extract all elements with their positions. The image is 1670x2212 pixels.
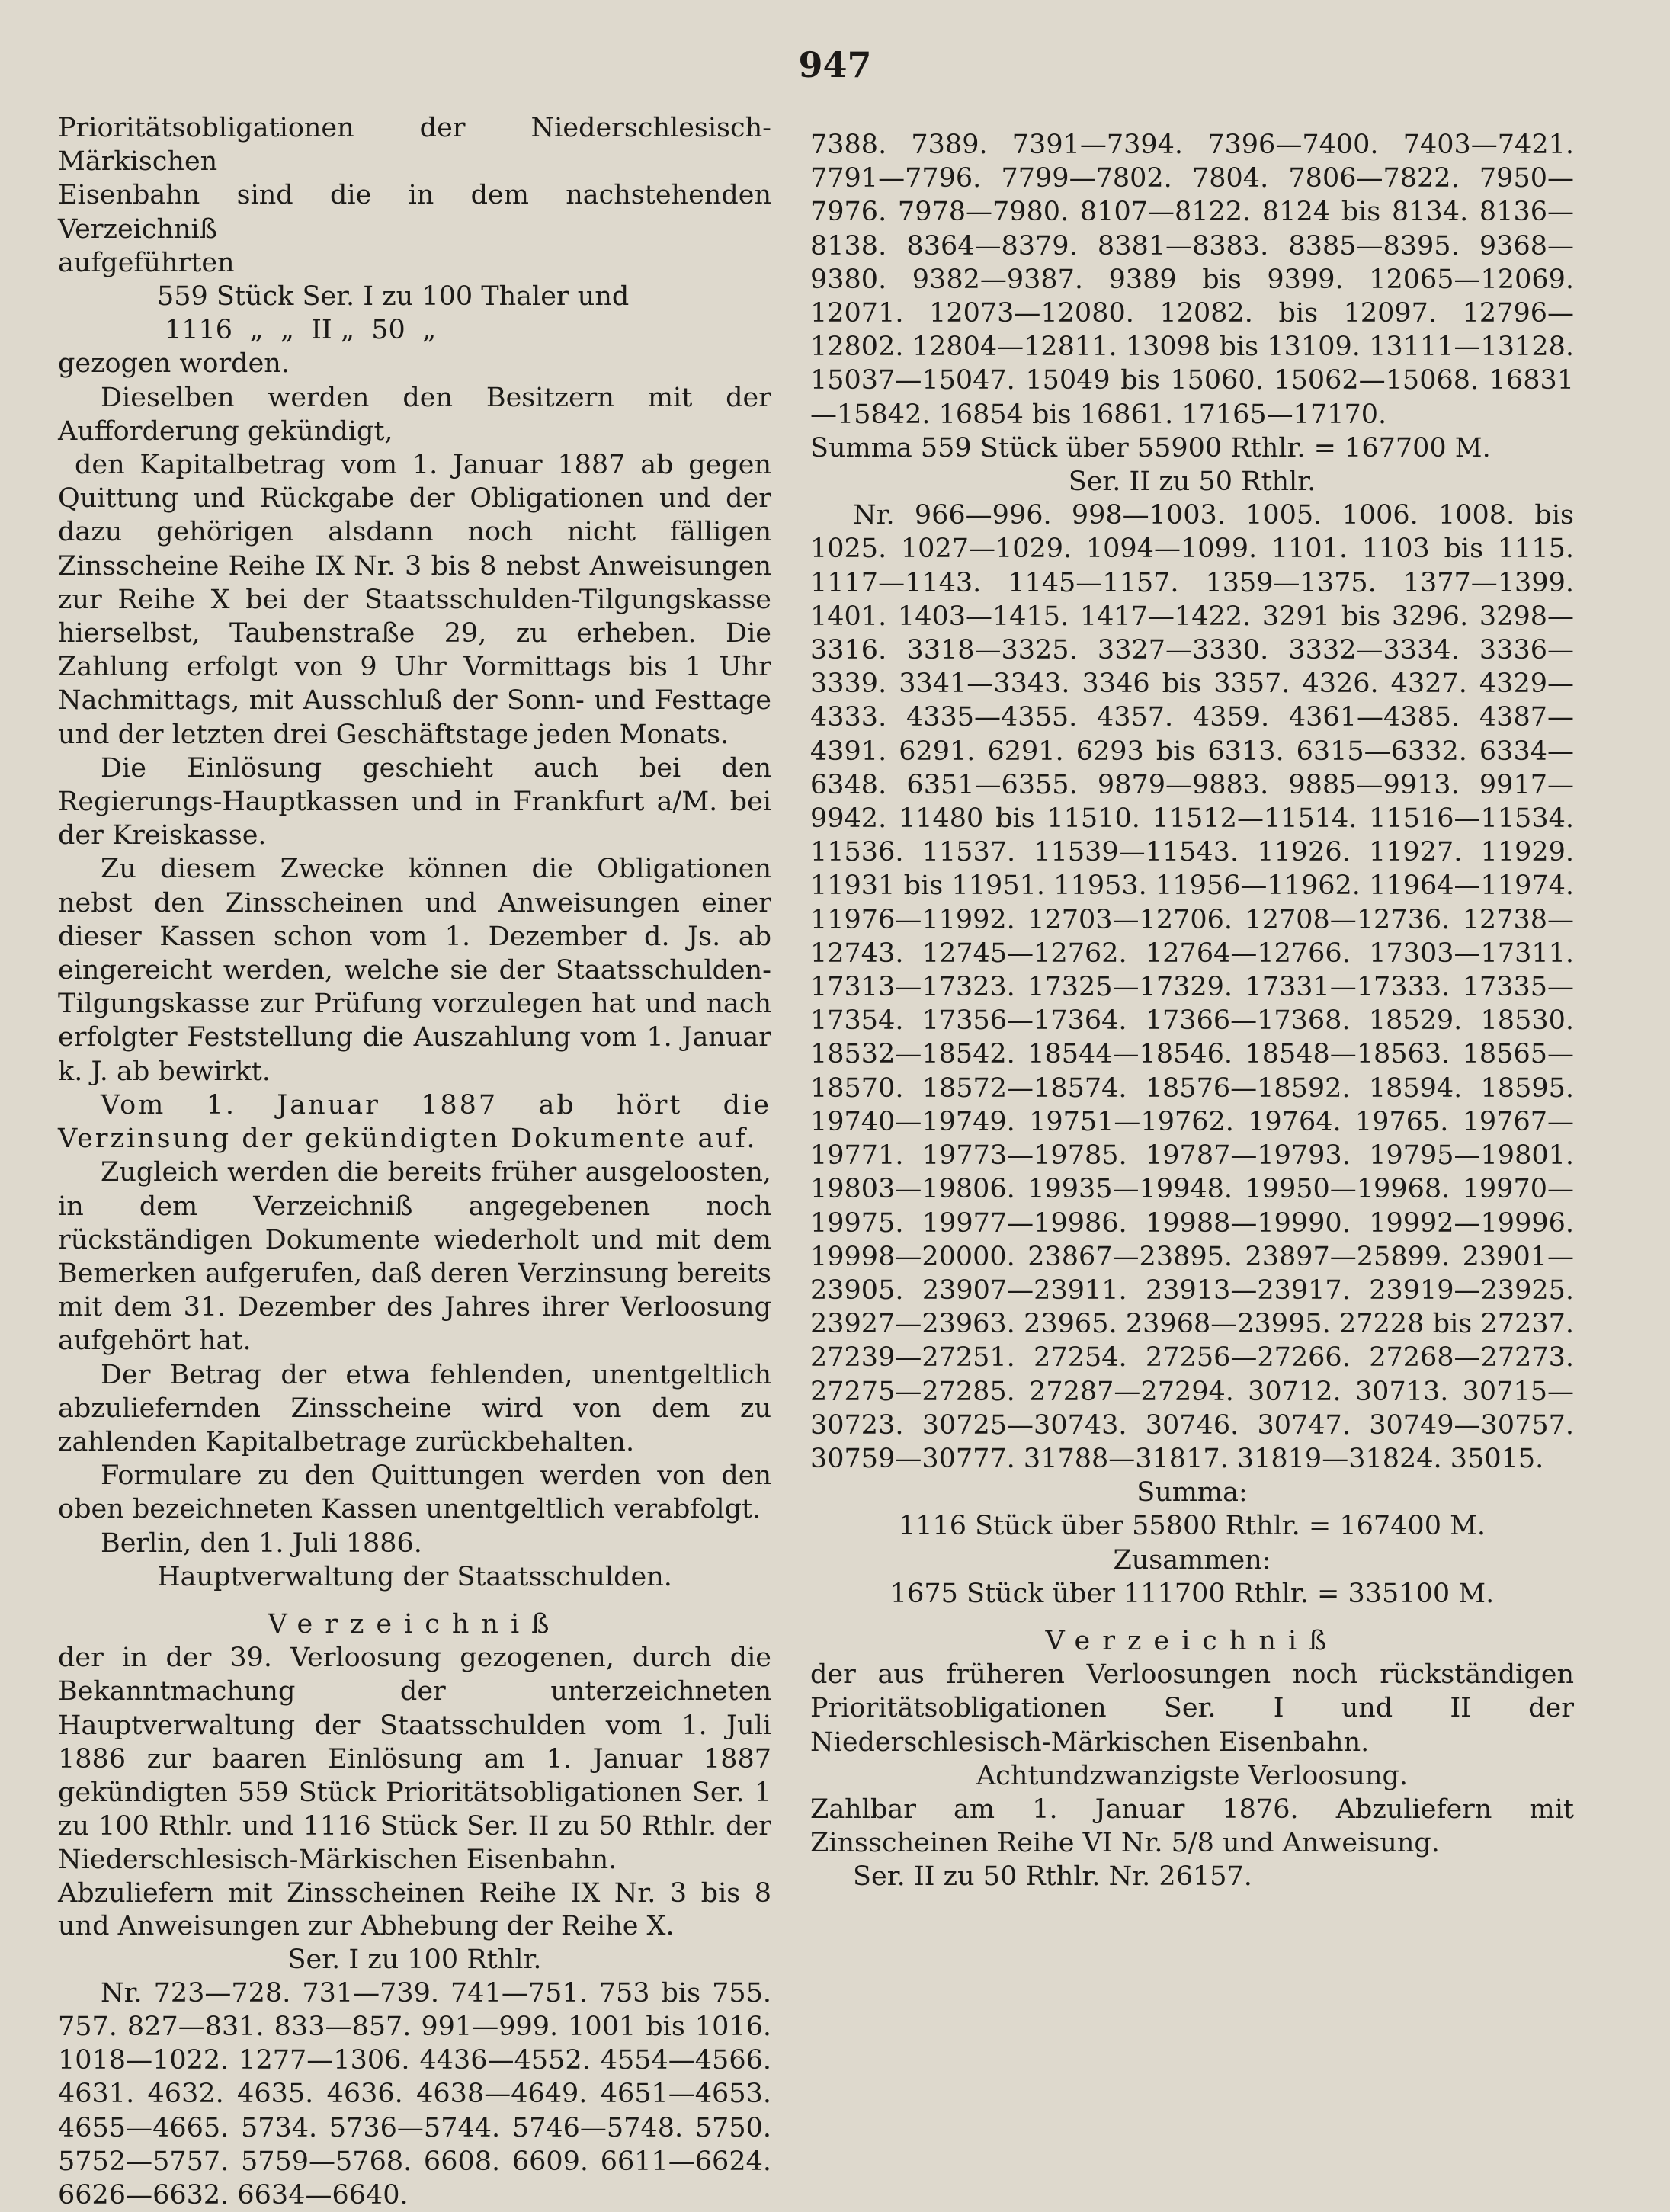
intro-line-3: aufgeführten: [58, 247, 235, 278]
paragraph-zugleich: Zugleich werden die bereits früher ausgeloosten, in dem Verzeichniß angegebenen noch rückständigen Dokumente wiederholt und mit dem Bemerken aufgerufen, daß deren Verzinsung bereits mit dem 31. Dezember des Jahres ihrer Verloosung aufgehört hat.: [58, 1157, 771, 1357]
right-column: [810, 128, 1574, 1894]
verzeichnis2-payable: Zahlbar am 1. Januar 1876. Abzuliefern mit Zinsscheinen Reihe VI Nr. 5/8 und Anweisung.: [810, 1794, 1574, 1859]
summa-ser2: 1116 Stück über 55800 Rthlr. = 167400 M.: [898, 1511, 1486, 1542]
verzeichnis2-description: der aus früheren Verloosungen noch rückständigen Prioritätsobligationen Ser. I und II der Niederschlesisch-Märkischen Eisenbahn.: [810, 1659, 1574, 1758]
verzeichnis2-title: Verzeichniß: [1045, 1625, 1339, 1656]
paragraph-zwecke: Zu diesem Zwecke können die Obligationen nebst den Zinsscheinen und Anweisungen einer dieser Kassen schon vom 1. Dezember d. Js. ab eingereicht werden, welche sie der Staatsschulden-Tilgungskasse zur Prüfung vorzulegen hat und nach erfolgter Feststellung die Auszahlung vom 1. Januar k. J. ab bewirkt.: [58, 854, 771, 1087]
left-column: [58, 111, 771, 2212]
ser1-numbers-part2: 7388. 7389. 7391—7394. 7396—7400. 7403—7421. 7791—7796. 7799—7802. 7804. 7806—7822. 7950—7976. 7978—7980. 8107—8122. 8124 bis 8134. 8136—8138. 8364—8379. 8381—8383. 8385—8395. 9368—9380. 9382—9387. 9389 bis 9399. 12065—12069. 12071. 12073—12080. 12082. bis 12097. 12796—12802. 12804—12811. 13098 bis 13109. 13111—13128. 15037—15047. 15049 bis 15060. 15062—15068. 16831—15842. 16854 bis 16861. 17165—17170.: [810, 130, 1574, 430]
abzuliefern-line: Abzuliefern mit Zinsscheinen Reihe IX Nr. 3 bis 8 und Anweisungen zur Abhebung der Reihe X.: [58, 1877, 771, 1941]
intro-line-1: Prioritätsobligationen der Niederschlesisch-Märkischen: [58, 113, 771, 178]
ser1-numbers-part1: Nr. 723—728. 731—739. 741—751. 753 bis 755. 757. 827—831. 833—857. 991—999. 1001 bis 1016. 1018—1022. 1277—1306. 4436—4552. 4554—4566. 4631. 4632. 4635. 4636. 4638—4649. 4651—4653. 4655—4665. 5734. 5736—5744. 5746—5748. 5750. 5752—5757. 5759—5768. 6608. 6609. 6611—6624. 6626—6632. 6634—6640.: [58, 1977, 771, 2210]
paragraph-verzinsung: Vom 1. Januar 1887 ab hört die Verzinsung der gekündigten Dokumente auf.: [58, 1089, 771, 1155]
ser1-summa: Summa 559 Stück über 55900 Rthlr. = 167700 M.: [810, 432, 1491, 463]
summa-label: Summa:: [1136, 1477, 1248, 1508]
verzeichnis-title: Verzeichniß: [268, 1608, 562, 1640]
page-number: 947: [798, 44, 872, 85]
zusammen-label: Zusammen:: [1113, 1544, 1271, 1576]
paragraph-betrag: Der Betrag der etwa fehlenden, unentgeltlich abzuliefernden Zinsscheine wird von dem zu zahlenden Kapitalbetrage zurückbehalten.: [58, 1359, 771, 1457]
paragraph-formulare: Formulare zu den Quittungen werden von den oben bezeichneten Kassen unentgeltlich verabfolgt.: [58, 1460, 771, 1525]
verzeichnis2-last: Ser. II zu 50 Rthlr. Nr. 26157.: [853, 1861, 1252, 1893]
ser2-heading: Ser. II zu 50 Rthlr.: [1068, 466, 1316, 498]
gezogen-line: gezogen worden.: [58, 348, 290, 380]
signature: Hauptverwaltung der Staatsschulden.: [157, 1561, 672, 1592]
ser2-numbers: Nr. 966—996. 998—1003. 1005. 1006. 1008. bis 1025. 1027—1029. 1094—1099. 1101. 1103 bis 1115. 1117—1143. 1145—1157. 1359—1375. 1377—1399. 1401. 1403—1415. 1417—1422. 3291 bis 3296. 3298—3316. 3318—3325. 3327—3330. 3332—3334. 3336—3339. 3341—3343. 3346 bis 3357. 4326. 4327. 4329—4333. 4335—4355. 4357. 4359. 4361—4385. 4387—4391. 6291. 6291. 6293 bis 6313. 6315—6332. 6334—6348. 6351—6355. 9879—9883. 9885—9913. 9917—9942. 11480 bis 11510. 11512—11514. 11516—11534. 11536. 11537. 11539—11543. 11926. 11927. 11929. 11931 bis 11951. 11953. 11956—11962. 11964—11974. 11976—11992. 12703—12706. 12708—12736. 12738—12743. 12745—12762. 12764—12766. 17303—17311. 17313—17323. 17325—17329. 17331—17333. 17335—17354. 17356—17364. 17366—17368. 18529. 18530. 18532—18542. 18544—18546. 18548—18563. 18565—18570. 18572—18574. 18576—18592. 18594. 18595. 19740—19749. 19751—19762. 19764. 19765. 19767—19771. 19773—19785. 19787—19793. 19795—19801. 19803—19806. 19935—19948. 19950—19968. 19970—19975. 19977—19986. 19988—19990. 19992—19996. 19998—20000. 23867—23895. 23897—25899. 23901—23905. 23907—23911. 23913—23917. 23919—23925. 23927—23963. 23965. 23968—23995. 27228 bis 27237. 27239—27251. 27254. 27256—27266. 27268—27273. 27275—27285. 27287—27294. 30712. 30713. 30715—30723. 30725—30743. 30746. 30747. 30749—30757. 30759—30777. 31788—31817. 31819—31824. 35015.: [810, 500, 1574, 1474]
zusammen-value: 1675 Stück über 111700 Rthlr. = 335100 M.: [889, 1578, 1495, 1609]
verzeichnis2-subtitle: Achtundzwanzigste Verloosung.: [976, 1760, 1409, 1791]
paragraph-zahlung: den Kapitalbetrag vom 1. Januar 1887 ab gegen Quittung und Rückgabe der Obligationen und der dazu gehörigen alsdann noch nicht fälligen Zinsscheine Reihe IX Nr. 3 bis 8 nebst Anweisungen zur Reihe X bei der Staatsschulden-Tilgungskasse hierselbst, Taubenstraße 29, zu erheben. Die Zahlung erfolgt von 9 Uhr Vormittags bis 1 Uhr Nachmittags, mit Ausschluß der Sonn- und Festtage und der letzten drei Geschäftstage jeden Monats.: [58, 450, 771, 750]
paragraph-einloesung: Die Einlösung geschieht auch bei den Regierungs-Hauptkassen und in Frankfurt a/M. bei der Kreiskasse.: [58, 752, 771, 851]
ser1-heading: Ser. I zu 100 Rthlr.: [287, 1944, 542, 1975]
intro-line-2: Eisenbahn sind die in dem nachstehenden Verzeichniß: [58, 180, 771, 245]
stueck-line-1: 559 Stück Ser. I zu 100 Thaler und: [157, 281, 630, 313]
paragraph-kuendigung: Dieselben werden den Besitzern mit der Aufforderung gekündigt,: [58, 382, 771, 447]
stueck-line-2: 1116 „ „ II „ 50 „: [165, 315, 437, 346]
date-line: Berlin, den 1. Juli 1886.: [101, 1528, 422, 1559]
verzeichnis-description: der in der 39. Verloosung gezogenen, durch die Bekanntmachung der unterzeichneten Hauptverwaltung der Staatsschulden vom 1. Juli 1886 zur baaren Einlösung am 1. Januar 1887 gekündigten 559 Stück Prioritätsobligationen Ser. 1 zu 100 Rthlr. und 1116 Stück Ser. II zu 50 Rthlr. der Niederschlesisch-Märkischen Eisenbahn.: [58, 1643, 771, 1876]
